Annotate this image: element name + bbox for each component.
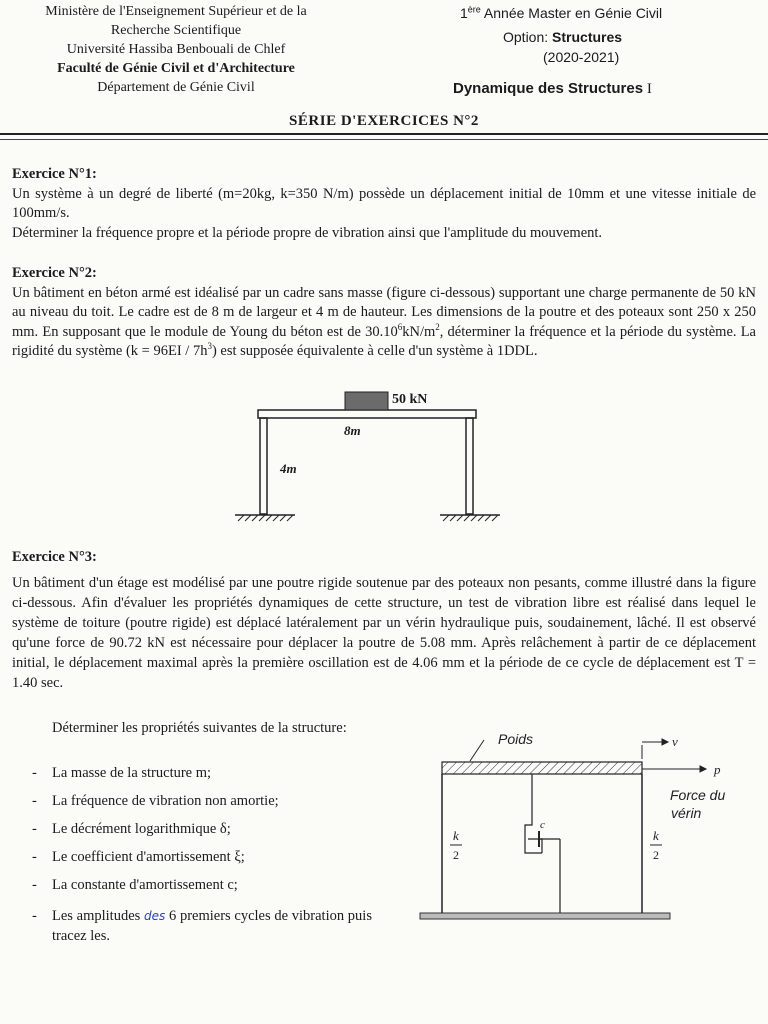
ministry-line-2: Recherche Scientifique <box>110 23 242 38</box>
frame-beam <box>258 410 476 418</box>
width-label: 8m <box>344 423 361 438</box>
frame-right-column <box>466 418 473 514</box>
displacement-label: v <box>672 734 678 749</box>
university-name: Université Hassiba Benbouali de Chlef <box>66 42 286 57</box>
exercise-1-title: Exercice N°1: <box>12 166 97 182</box>
right-support-hatch <box>443 515 498 521</box>
stiffness-right-k: k <box>653 828 659 843</box>
list-item: - La fréquence de vibration non amortie; <box>32 793 279 809</box>
displacement-arrow <box>642 739 668 759</box>
damper <box>525 774 560 913</box>
title-rule-thin <box>0 139 768 140</box>
exercise-3-intro: Déterminer les propriétés suivantes de la structure: <box>52 720 347 736</box>
exercise-3-statement: Un bâtiment d'un étage est modélisé par une poutre rigide soutenue par des poteaux non pesants, comme illustré dans la figure ci-dessous. Afin d'évaluer les propriétés dynamiques de cette structure, un test de vibration libre est réalisé dans lequel le système de toiture (poutre rigide) est déplacé latéralement par un vérin hydraulique puis, soudainement, lâché. Il est observé qu'une force de 90.72 kN est nécessaire pour déplacer la poutre de 5.08 mm. Après relâchement à partir de ce déplacement initial, le déplacement maximal après la première oscillation est de 4.06 mm et la période de ce cycle de déplacement est T = 1.40 sec. <box>12 575 756 691</box>
stiffness-left-k: k <box>453 828 459 843</box>
force-arrow <box>642 766 706 772</box>
option-line: Option: Structures <box>503 29 623 45</box>
height-label: 4m <box>280 461 297 476</box>
series-title: SÉRIE D'EXERCICES N°2 <box>289 113 479 129</box>
left-support-hatch <box>238 515 293 521</box>
weight-label: Poids <box>498 731 534 747</box>
list-item-last: - Les amplitudes des 6 premiers cycles de vibration puis tracez les. <box>32 908 372 944</box>
faculty-name: Faculté de Génie Civil et d'Architecture <box>57 61 295 76</box>
force-label: p <box>714 762 721 777</box>
ground <box>420 913 670 919</box>
damper-label: c <box>540 819 545 831</box>
department-name: Département de Génie Civil <box>97 80 255 95</box>
jack-label-2: vérin <box>671 805 702 821</box>
title-rule-thick <box>0 133 768 135</box>
academic-year: (2020-2021) <box>543 49 620 65</box>
stiffness-right-denominator: 2 <box>653 848 659 862</box>
property-list <box>30 765 375 905</box>
exercise-1-question: Déterminer la fréquence propre et la période propre de vibration ainsi que l'amplitude du mouvement. <box>12 224 603 241</box>
weight-leader <box>470 740 484 761</box>
load-label: 50 kN <box>392 392 428 407</box>
stiffness-left-denominator: 2 <box>453 848 459 862</box>
list-item: - Le coefficient d'amortissement ξ; <box>32 849 245 865</box>
list-item: - La constante d'amortissement c; <box>32 877 238 893</box>
list-item: - Le décrément logarithmique δ; <box>32 821 231 837</box>
frame-left-column <box>260 418 267 514</box>
rigid-beam <box>442 762 642 774</box>
exercise-2-title: Exercice N°2: <box>12 265 97 281</box>
list-item: - La masse de la structure m; <box>32 765 212 781</box>
test-structure-figure <box>400 725 768 930</box>
exercise-1 <box>12 165 756 243</box>
load-block <box>345 392 388 410</box>
exercise-1-statement: Un système à un degré de liberté (m=20kg, k=350 N/m) possède un déplacement initial de 10mm et une vitesse initiale de 100mm/s. <box>12 185 756 221</box>
handwritten-annotation: des <box>144 909 166 923</box>
exercise-2 <box>12 264 756 362</box>
jack-label-1: Force du <box>670 787 726 803</box>
exercise-3 <box>12 547 756 693</box>
exercise-2-statement: Un bâtiment en béton armé est idéalisé par un cadre sans masse (figure ci-dessous) supportant une charge permanente de 50 kN au niveau du toit. Le cadre est de 8 m de largeur et 4 m de hauteur. Les dimensions de la poutre et des poteaux sont 250 x 250 mm. En supposant que le module de Young du béton est de $30.10^6kN/m^2$, déterminer la fréquence et la période du système. La rigidité du système $(k = 96EI / 7h^3)$ est supposée équivalente à celle d'un système à 1DDL. <box>12 284 756 359</box>
ministry-line-1: Ministère de l'Enseignement Supérieur et de la <box>45 4 307 19</box>
course-title: Dynamique des Structures I <box>453 80 652 97</box>
exercise-3-title: Exercice N°3: <box>12 549 97 565</box>
frame-figure <box>0 385 768 530</box>
year-line: 1ère Année Master en Génie Civil <box>460 4 663 21</box>
